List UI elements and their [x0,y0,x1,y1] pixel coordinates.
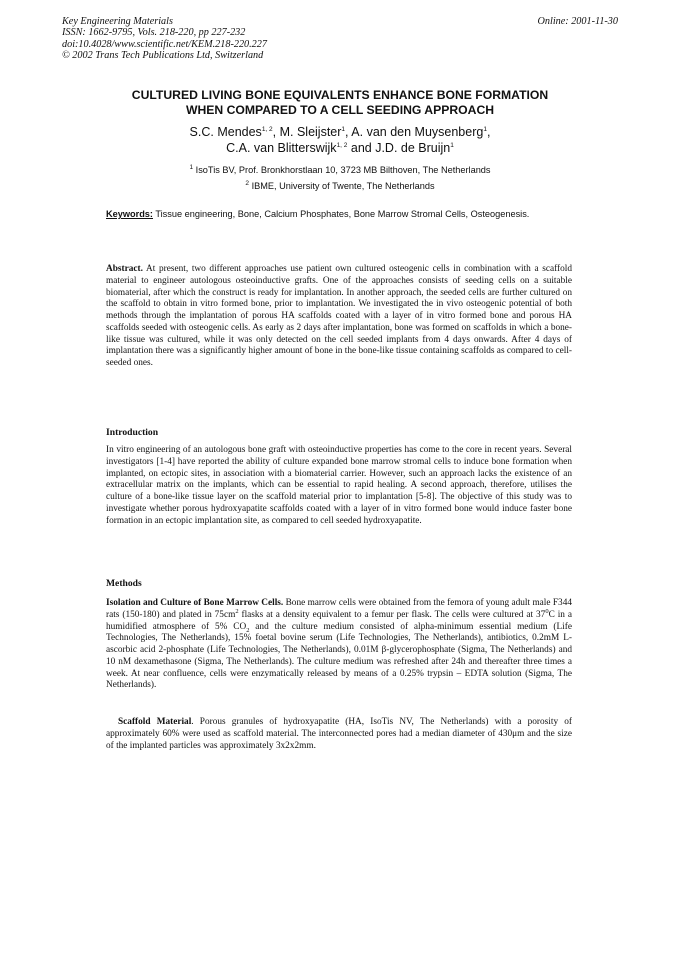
affiliation-text: IsoTis BV, Prof. Bronkhorstlaan 10, 3723 MB Bilthoven, The Netherlands [193,165,491,175]
superscript: 2 [235,607,239,615]
introduction-text: In vitro engineering of an autologous bone graft with osteoinductive properties has come to the core in recent years. Several investigators [1-4] have reported the ability of culture expanded bone marrow stromal cells to induce bone formation when implanted, on ectopic sites, in association with a biomaterial carrier. However, such an approach lacks the existence of an extracellular matrix on the implants, which can be essential to rapid healing. A second approach, therefore, utilises the culture of a bone-like tissue layer on the scaffold material prior to implantation [5-8]. The objective of this study was to investigate whether porous hydroxyapatite scaffolds coated with a layer of in vitro formed bone would induce faster bone formation in an ectopic implantation site, as compared to cell seeded hydroxyapatite. [106,445,572,526]
affiliation-1 [90,165,590,176]
paragraph-text: . Porous granules of hydroxyapatite (HA, IsoTis NV, The Netherlands) with a porosity of approximately 60% were used as scaffold material. The interconnected pores had a median diameter of 430μm and the size of the implanted particles was approximately 3x2x2mm. [106,717,572,751]
affiliation-text: IBME, University of Twente, The Netherlands [249,181,435,191]
keywords-text: Tissue engineering, Bone, Calcium Phosphates, Bone Marrow Stromal Cells, Osteogenesis. [152,209,530,219]
author-mendes: S.C. Mendes [189,125,262,139]
paragraph-text: C in a humidified atmosphere of 5% CO [106,609,572,632]
methods-heading: Methods [106,578,142,589]
introduction-heading: Introduction [106,427,159,438]
abstract-text: At present, two different approaches use patient own cultured osteogenic cells in combination with a scaffold material to engineer autologous osteoinductive grafts. One of the approaches consists of seeding cells on a suitable biomaterial, after which the construct is ready for implantation. In another approach, the seeded cells are further cultured on the scaffold to obtain in vitro formed bone, prior to implantation. We investigated the in vivo osteogenic potential of both methods through the implantation of porous HA scaffolds coated with a layer of in vitro formed bone and porous HA scaffolds seeded with osteogenic cells. As early as 2 days after implantation, bone was formed on scaffolds in which a bone-like tissue was cultured, while it was only detected on the cell seeded implants from 4 days onwards. After 4 days of implantation there was a significantly higher amount of bone in the bone-like tissue containing scaffolds as compared to cell-seeded ones. [106,264,572,368]
author-muysenberg: , A. van den Muysenberg [345,125,484,139]
author-sup: 1 [450,141,454,149]
author-sep: , [486,125,491,139]
author-list [90,125,590,156]
journal-name: Key Engineering Materials [62,16,173,27]
keywords-label: Keywords: [106,209,153,219]
subsection-label: Scaffold Material [118,717,192,727]
affiliation-2 [90,181,590,192]
superscript: 0 [545,607,549,615]
author-sup: 1 [341,125,346,133]
author-blitterswijk: C.A. van Blitterswijk [226,140,337,155]
author-sup: 1 [483,125,487,133]
doi-line[interactable]: doi:10.4028/www.scientific.net/KEM.218-220.227 [62,38,267,50]
methods-paragraph-2 [106,717,572,752]
affiliation-sup: 2 [245,179,250,187]
affiliation-sup: 1 [189,163,194,171]
copyright-line: © 2002 Trans Tech Publications Ltd, Switzerland [62,50,264,62]
author-sup: 1, 2 [336,141,348,149]
paragraph-text: and the culture medium consisted of alpha-minimum essential medium (Life Technologies, The Netherlands), 15% foetal bovine serum (Life Technologies, The Netherlands), antibiotics, 0.2mM L-ascorbic acid 2-phosphate (Life Technologies, The Netherlands), 0.01M β-glycerophosphate (Sigma, The Netherlands) and 10 nM dexamethasone (Sigma, The Netherlands). The culture medium was refreshed after 24h and thereafter three times a week. At near confluence, cells were enzymatically released by means of a 0.25% trypsin – EDTA solution (Sigma, The Netherlands). [106,621,572,691]
abstract [106,264,572,370]
author-bruijn: and J.D. de Bruijn [347,140,451,155]
author-line-1 [90,125,590,141]
abstract-label: Abstract. [106,264,143,274]
keywords [106,209,572,221]
paragraph-text: flasks at a density equivalent to a femur per flask. The cells were cultured at 37 [238,609,546,620]
online-date: Online: 2001-11-30 [537,16,618,27]
subscript: 2 [246,626,250,634]
title-line-1: CULTURED LIVING BONE EQUIVALENTS ENHANCE BONE FORMATION [131,88,549,102]
author-sup: 1, 2 [261,125,273,133]
author-sleijster: , M. Sleijster [272,125,342,139]
methods-paragraph-1 [106,598,572,692]
title-line-2: WHEN COMPARED TO A CELL SEEDING APPROACH [185,102,495,117]
author-line-2 [90,141,590,157]
paragraph-text: Bone marrow cells were obtained from the femora of young adult male F344 rats (150-180) and plated in 75cm [106,598,572,620]
issn-line: ISSN: 1662-9795, Vols. 218-220, pp 227-232 [62,27,246,39]
paper-title [80,88,600,117]
subsection-label: Isolation and Culture of Bone Marrow Cells. [106,598,284,608]
